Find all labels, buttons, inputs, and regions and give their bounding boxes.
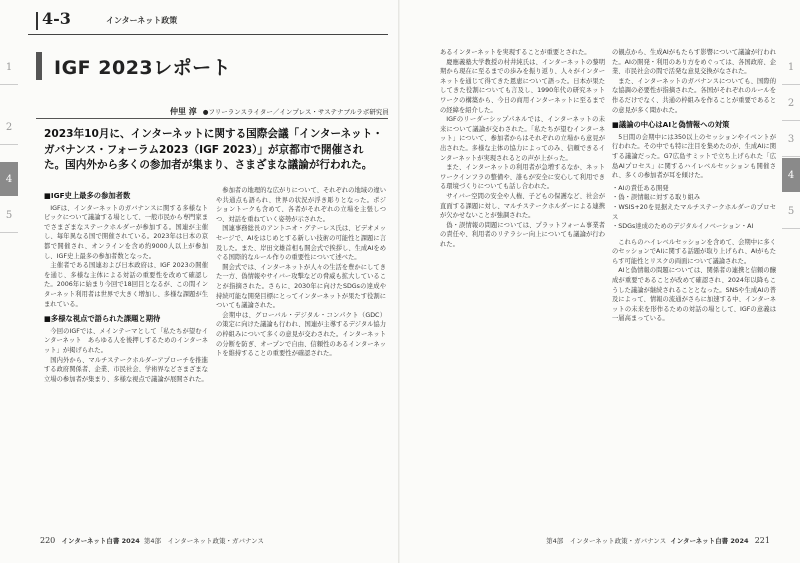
chapter-tab-1[interactable]: 1 — [0, 50, 18, 85]
chapter-tab-2[interactable]: 2 — [782, 86, 800, 121]
right-footer — [546, 536, 770, 545]
paragraph: これらのハイレベルセッションを含めて、会期中に多くのセッションでAIに関する話題が取り上げられ、AIがもたらす可能性とリスクの両面について議論された。 — [612, 238, 776, 265]
article-lead: 2023年10月に、インターネットに関する国際会議「インターネット・ガバナンス・フォーラム2023（IGF 2023）」が京都市で開催された。国内外から多くの参加者が集まり、さまざまな議論が行われた。 — [44, 128, 383, 171]
list-item: ・SDGs達成のためのデジタルイノベーション・AI — [612, 223, 754, 231]
heading-participants: ■IGF史上最多の参加者数 — [44, 191, 131, 200]
footer-book-title: インターネット白書 2024 — [670, 537, 749, 545]
paragraph: あるインターネットを実現することが重要とされた。 — [440, 49, 591, 56]
paragraph: IGFは、インターネットのガバナンスに関する多様なトピックについて議論する場として、一般市民から専門家までさまざまなステークホルダーが参加する。国連が主催し、毎年異なる国で開催されている。2023年は日本の京都で開催され、オンラインを含め約9000人以上が参加し、IGF史上最多の参加者数となった。 — [44, 204, 208, 260]
list-item: ・WSIS+20を見据えたマルチステークホルダーのプロセス — [612, 203, 776, 221]
paragraph: 国連事務総長のアントニオ・グテーレス氏は、ビデオメッセージで、AIをはじめとする新しい技術の可能性と課題に言及した。また、岸田文雄首相も開会式で挨拶し、生成AIをめぐる国際的なルール作りの重要性について述べた。 — [216, 225, 386, 262]
paragraph: サイバー空間の安全や人権、子どもの保護など、社会が直面する課題に対し、マルチステークホルダーによる連携が欠かせないことが強調された。 — [440, 192, 605, 220]
chapter-tab-4-active[interactable]: 4 — [0, 162, 18, 196]
right-page — [400, 0, 800, 563]
section-number: 4-3 — [42, 9, 71, 28]
section-header-bar — [36, 12, 38, 30]
footer-chapter: 第4部 インターネット政策・ガバナンス — [143, 537, 264, 545]
paragraph: 主催者である国連および日本政府は、IGF 2023の開催を通じ、多様な主体による対話の重要性を改めて確認した。2006年に始まり今回で18回目となるが、この間インターネット利用者は世界で大きく増加し、多様な課題が生まれている。 — [44, 262, 208, 308]
page-number: 220 — [40, 536, 56, 545]
heading-ai-misinformation: ■議論の中心はAIと偽情報への対策 — [612, 120, 730, 130]
byline — [170, 106, 390, 117]
paragraph: 国内外から、マルチステークホルダーアプローチを推進する政府関係者、企業、市民社会、学術界などさまざまな立場の参加者が集まり、多様な視点で議論が展開された。 — [44, 356, 208, 383]
chapter-tab-5[interactable]: 5 — [782, 194, 800, 229]
section-title: インターネット政策 — [106, 16, 178, 25]
list-item: ・AIの責任ある開発 — [612, 184, 669, 192]
chapter-tab-5[interactable]: 5 — [0, 198, 18, 233]
paragraph: 参加者の地理的な広がりについて、それぞれの地域の違いや共通点も語られ、世界の状況が浮き彫りとなった。ポジショントークも含めて、各者がそれぞれの立場を主張しつつ、対話を重ねていく姿勢が示された。 — [216, 187, 386, 223]
paragraph: 5日間の会期中には350以上のセッションやイベントが行われた。その中でも特に注目を集めたのが、生成AIに関する議論だった。G7広島サミットで立ち上げられた「広島AIプロセス」に関するハイレベルセッションも開催され、多くの参加者が耳を傾けた。 — [612, 133, 776, 180]
paragraph: 慶應義塾大学教授の村井純氏は、インターネットの黎明期から現在に至るまでの歩みを振り返り、人々がインターネットを通じて得てきた恩恵について語った。日本が果たしてきた役割についても言及し、1990年代の研究ネットワークの構築から、今日の商用インターネットに至るまでの経緯を紹介した。 — [440, 58, 605, 114]
section-header — [28, 6, 388, 35]
chapter-tab-3[interactable]: 3 — [782, 122, 800, 157]
chapter-tab-4-active[interactable]: 4 — [782, 158, 800, 192]
footer-book-title: インターネット白書 2024 — [61, 537, 140, 545]
paragraph: の観点から、生成AIがもたらす影響について議論が行われた。AIの開発・利用のあり方をめぐっては、各国政府、企業、市民社会の間で活発な意見交換がなされた。 — [612, 49, 776, 76]
paragraph: また、インターネットのガバナンスについても、国際的な協調の必要性が指摘された。各国がそれぞれのルールを作るだけでなく、共通の枠組みを作ることが重要であるとの意見が多く聞かれた。 — [612, 77, 776, 114]
right-column-2 — [612, 48, 776, 528]
left-footer — [40, 536, 264, 545]
article-title: IGF 2023レポート — [54, 57, 232, 79]
article-title-block — [36, 50, 386, 84]
paragraph: 会期中は、グローバル・デジタル・コンパクト（GDC）の策定に向けた議論も行われ、国連が主導するデジタル協力の枠組みについて多くの意見が交わされた。インターネットの分断を防ぎ、オープンで自由、信頼性のあるインターネットを維持することの重要性が確認された。 — [216, 311, 386, 358]
title-accent-bar — [36, 52, 42, 80]
paragraph: IGFのリーダーシップパネルでは、インターネットの未来について議論が交わされた。「私たちが望むインターネット」について、参加者からはそれぞれの立場から意見が出された。多様な主体の協力によってのみ、信頼できるインターネットが実現されるとの声が上がった。 — [440, 116, 605, 162]
chapter-tab-2[interactable]: 2 — [0, 110, 18, 145]
list-item: ・偽・誤情報に対する取り組み — [612, 194, 701, 202]
left-column-2 — [216, 186, 386, 531]
paragraph: 今回のIGFでは、メインテーマとして「私たちが望むインターネット あらゆる人を後押しするためのインターネット」が掲げられた。 — [44, 327, 208, 354]
author-role: ●フリーランスライター／インプレス・サステナブルラボ研究員 — [202, 108, 389, 116]
page-number: 221 — [754, 536, 770, 545]
paragraph: また、インターネットの利用者が急増するなか、ネットワークインフラの整備や、誰もが安全に安心して利用できる環境づくりについても話し合われた。 — [440, 164, 605, 191]
session-list — [612, 184, 776, 232]
heading-perspectives: ■多様な視点で語られた課題と期待 — [44, 314, 161, 324]
title-rule — [36, 118, 388, 119]
paragraph: AIと偽情報の問題については、関係者の連携と信頼の醸成が重要であることが改めて確認され、2024年以降もこうした議論が継続されることとなった。SNSや生成AIの普及によって、情報の流通がさらに加速する中、インターネットの未来を形作るための対話の場として、IGFの意義は一層高まっている。 — [612, 267, 776, 323]
left-column-1 — [44, 186, 208, 531]
footer-chapter: 第4部 インターネット政策・ガバナンス — [546, 537, 667, 545]
paragraph: 偽・誤情報の問題については、プラットフォーム事業者の責任や、利用者のリテラシー向上についても議論が行われた。 — [440, 221, 605, 248]
right-column-1 — [440, 48, 605, 528]
author-name: 仲里 淳 — [170, 107, 197, 116]
chapter-tab-1[interactable]: 1 — [782, 50, 800, 85]
paragraph: 開会式では、インターネットが人々の生活を豊かにしてきた一方、偽情報やサイバー攻撃などの脅威も拡大していることが指摘された。さらに、2030年に向けたSDGsの達成や持続可能な開発目標にとってインターネットが果たす役割についても議論された。 — [216, 263, 386, 310]
